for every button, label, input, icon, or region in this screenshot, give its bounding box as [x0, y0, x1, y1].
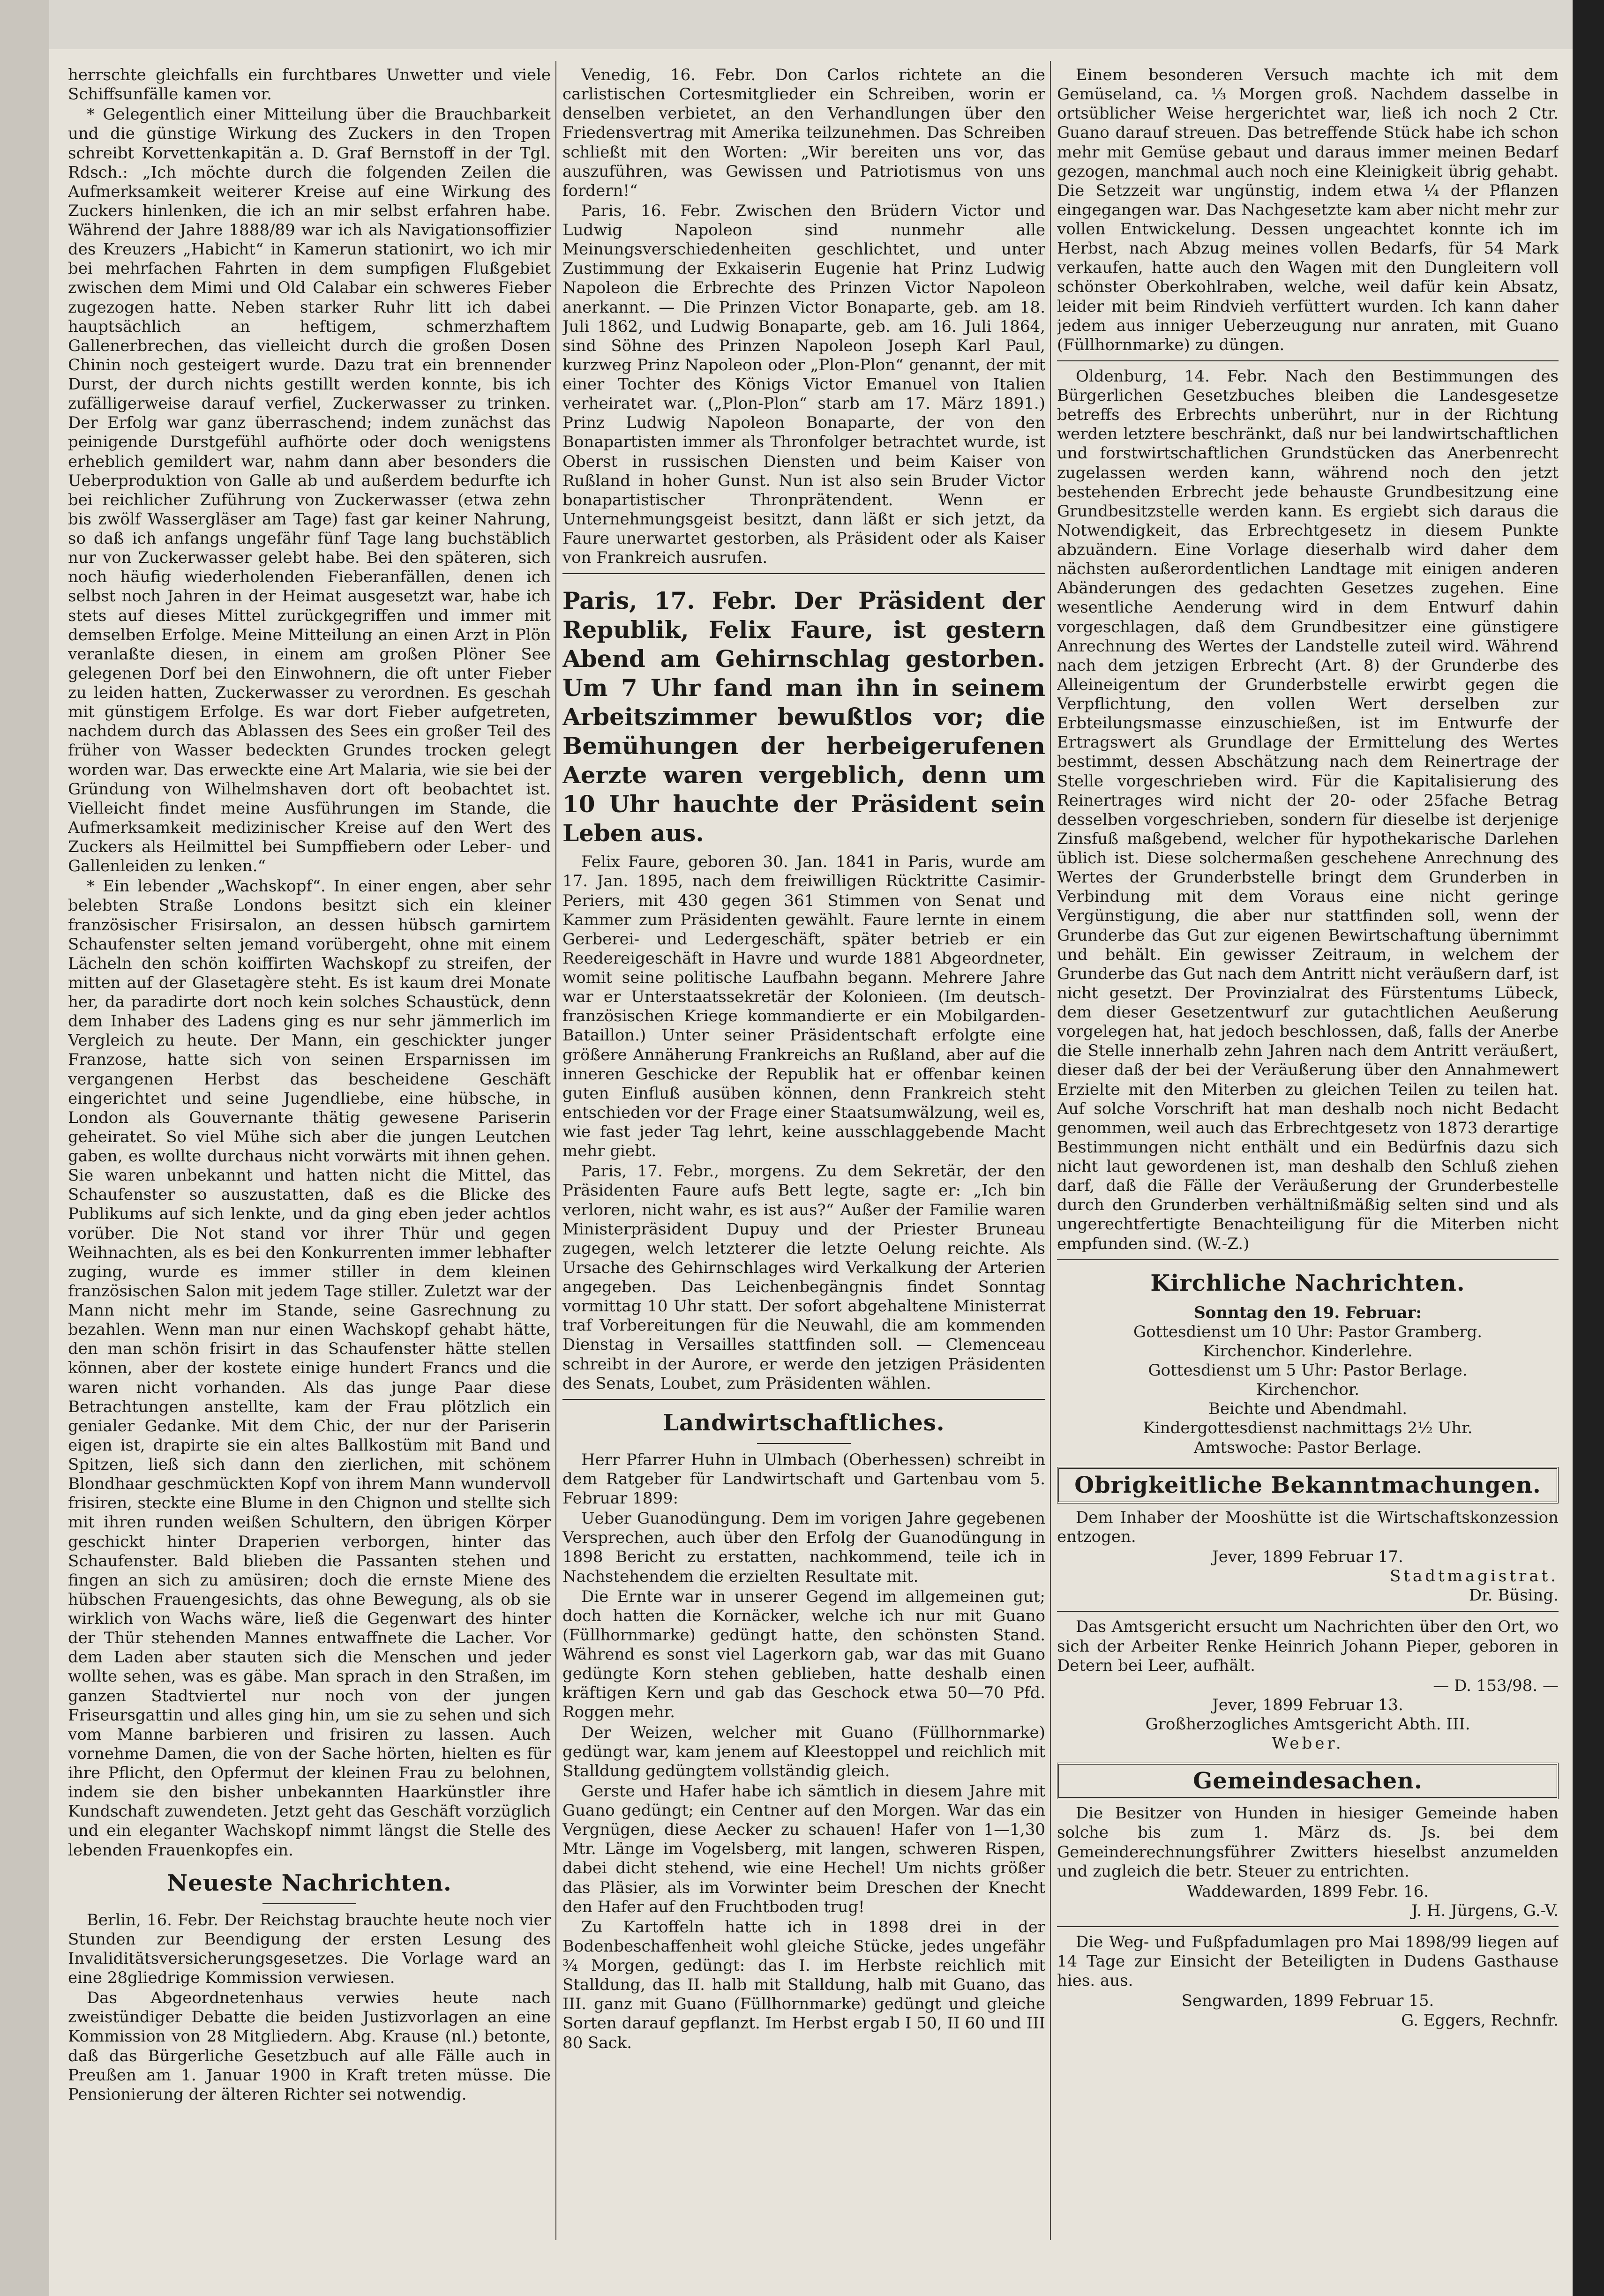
- notice-date: Jever, 1899 Februar 17.: [1212, 1548, 1403, 1567]
- community-date: Waddewarden, 1899 Febr. 16.: [1186, 1882, 1429, 1901]
- community-date: Sengwarden, 1899 Februar 15.: [1181, 1991, 1434, 2011]
- section-title-agriculture: Landwirtschaftliches.: [663, 1409, 945, 1436]
- article-sugar: * Gelegentlich einer Mitteilung über die Brauchbarkeit und die günstige Wirkung des Zuckers in den Tropen schreibt Korvettenkapitän a. D. Graf Bernstoff in der Tgl. Rdsch.: „Ich möchte durch die folgenden Zeilen die Aufmerksamkeit weiterer Kreise auf eine Wirkung des Zuckers hinlenken, die ich an mir selbst erfahren habe. Während der Jahre 1888/89 war ich als Navigationsoffizier des Kreuzers „Habicht“ in Kamerun stationirt, wo ich mir bei mehrfachen Fahrten in dem sumpfigen Flußgebiet zwischen dem Mimi und Old Calabar ein schweres Fieber zugezogen hatte. Neben starker Ruhr litt ich dabei hauptsächlich an heftigem, schmerzhaftem Gallenerbrechen, das vielleicht durch die großen Dosen Chinin noch gesteigert wurde. Dazu trat ein brennender Durst, der durch nichts gestillt werden konnte, bis ich zufälligerweise darauf verfiel, Zuckerwasser zu trinken. Der Erfolg war ganz überraschend; indem zunächst das peinigende Durstgefühl aufhörte oder doch wenigstens erheblich gemildert war, nahm dann aber besonders die Ueberproduktion von Galle ab und außerdem bedurfte ich bei reichlicher Zuführung von Zuckerwasser (etwa zehn bis zwölf Wassergläser am Tage) fast gar keiner Nahrung, so daß ich anfangs ungefähr fünf Tage lang buchstäblich nur von Zuckerwasser gelebt habe. Bei den späteren, sich noch häufig wiederholenden Fieberanfällen, denen ich selbst noch Jahren in der Heimat ausgesetzt war, habe ich stets auf dieses Mittel zurückgegriffen und immer mit demselben Erfolge. Meine Mitteilung an einen Arzt in Plön veranlaßte diesen, in einem am großen Plöner See gelegenen Dorf bei den Einwohnern, die oft unter Fieber zu leiden hatten, Zuckerwasser zu verordnen. Es geschah mit günstigem Erfolge. Es war dort Fieber aufgetreten, nachdem durch das Ablassen des Sees ein großer Teil des früher von Wasser bedeckten Grundes trocken gelegt worden war. Das erweckte eine Art Malaria, wie sie bei der Gründung von Wilhelmshaven dort oft beobachtet ist. Vielleicht findet meine Ausführungen im Stande, die Aufmerksamkeit medizinischer Kreise auf den Wert des Zuckers als Heilmittel bei Sumpffiebern oder Leber- und Gallenleiden zu lenken.“: [68, 105, 551, 876]
- divider: [562, 573, 1045, 574]
- agri-barley-oats: Gerste und Hafer habe ich sämtlich in diesem Jahre mit Guano gedüngt; ein Centner auf den Morgen. War das ein Vergnügen, diese Aecker zu schauen! Hafer von 1—1,30 Mtr. Länge im Vogelsberg, mit langen, schweren Rispen, dabei dicht stehend, wie eine Hechel! Um nichts größer das Pläsier, als im Vorwinter beim Dreschen der Knecht den Hafer auf den Fruchtboden trug!: [562, 1781, 1045, 1916]
- community-signature: G. Eggers, Rechnfr.: [1401, 2011, 1559, 2030]
- news-oldenburg-inheritance: Oldenburg, 14. Febr. Nach den Bestimmungen des Bürgerlichen Gesetzbuches bleiben die Landesgesetze betreffs des Erbrechts unberührt, nur in der Richtung werden letztere beschränkt, daß nur bei landwirtschaftlichen und forstwirtschaftlichen Grundstücken das Anerbenrecht zugelassen werden kann, während noch den jetzt bestehenden Erbrecht jede behauste Grundbesitzung eine Grundbesitzstelle werden kann. Es ergiebt sich daraus die Notwendigkeit, das Erbrechtgesetz in diesem Punkte abzuändern. Eine Vorlage dieserhalb wird daher dem nächsten außerordentlichen Landtage mit einigen anderen Abänderungen des gedachten Gesetzes zugehen. Eine wesentliche Aenderung wird in dem Entwurf dahin vorgeschlagen, daß dem Grundbesitzer eine günstigere Anrechnung des Wertes der Landstelle zuteil wird. Während nach dem jetzigen Erbrecht (Art. 8) der Grunderbe des Alleineigentum der Grunderbstelle erwirbt gegen die Verpflichtung, den vollen Wert derselben zur Erbteilungsmasse einzuschießen, ist im Entwurfe der Ertragswert als Grundlage der Ermittelung des Wertes bestimmt, dessen Abschätzung nach dem Reinertrage der Stelle vorgeschrieben wird. Für die Kapitalisierung des Reinertrages wird nicht der 20- oder 25fache Betrag desselben vorgeschrieben, sondern für dieselbe ist derjenige Zinsfuß maßgebend, welcher für hypothekarische Darlehen üblich ist. Diese solchermaßen geschehene Anrechnung des Wertes der Grunderbstelle bringt dem Grunderben in Verbindung mit dem Voraus eine nicht geringe Vergünstigung, die aber nur stattfinden soll, wenn der Grunderbe das Gut zur eigenen Bewirtschaftung übernimmt und behält. Ein gewisser Zeitraum, in welchem der Grunderbe das Gut nach dem Antritt nicht veräußern darf, ist nicht gesetzt. Der Provinzialrat des Fürstentums Lübeck, dem dieser Gesetzentwurf zur gutachtlichen Aeußerung vorgelegen hat, hat jedoch beschlossen, daß, falls der Anerbe die Stelle innerhalb zehn Jahren nach dem Antritt veräußert, dieser daß der bei der Veräußerung über den Annahmewert Erzielte mit den Miterben zu gleichen Teilen zu teilen hat. Auf solche Vorschrift hat man deshalb noch nicht Bedacht genommen, weil auch das Erbrechtgesetz von 1873 derartige Bestimmungen nicht enthält und ein Bedürfnis dazu sich nicht laut gewordenen ist, man deshalb den Schluß ziehen darf, daß die Fälle der Veräußerung der Grunderbestelle durch den Grunderben verhältnißmäßig selten sind und als ungerechtfertigte Benachteiligung für die Miterben nicht empfunden sind. (W.-Z.): [1057, 366, 1559, 1253]
- church-line: Kirchenchor.: [1256, 1380, 1360, 1399]
- divider: [1057, 1259, 1559, 1260]
- news-paris-napoleon: Paris, 16. Febr. Zwischen den Brüdern Victor und Ludwig Napoleon sind nunmehr alle Meinungsverschiedenheiten geschlichtet, und unter Zustimmung der Exkaiserin Eugenie hat Prinz Ludwig Napoleon die Erbrechte des Prinzen Victor Napoleon anerkannt. — Die Prinzen Victor Bonaparte, geb. am 18. Juli 1862, und Ludwig Bonaparte, geb. am 16. Juli 1864, sind Söhne des Prinzen Napoleon Joseph Karl Paul, kurzweg Prinz Napoleon oder „Plon-Plon“ genannt, der mit einer Tochter des Königs Victor Emanuel von Italien verheiratet war. („Plon-Plon“ starb am 17. März 1891.) Prinz Ludwig Napoleon Bonaparte, der von den Bonapartisten immer als Thronfolger betrachtet wurde, ist Oberst in russischen Diensten und beim Kaiser von Rußland in hoher Gunst. Nun ist also sein Bruder Victor bonapartistischer Thronprätendent. Wenn er Unternehmungsgeist besitzt, dann läßt er sich jetzt, da Faure unerwartet gestorben, als Präsident oder als Kaiser von Frankreich ausrufen.: [562, 201, 1045, 568]
- column-rule-left: [555, 61, 556, 2240]
- news-abgeordnetenhaus: Das Abgeordnetenhaus verwies heute nach zweistündiger Debatte die beiden Justizvorlagen an eine Kommission von 28 Mitgliedern. Abg. Krause (nl.) betonte, daß das Bürgerliche Gesetzbuch auf alle Fälle auch in Preußen am 1. Januar 1900 in Kraft treten müsse. Die Pensionierung der älteren Richter sei notwendig.: [68, 1989, 551, 2104]
- agri-guano-heading: Ueber Guanodüngung. Dem im vorigen Jahre gegebenen Versprechen, auch über den Erfolg der Guanodüngung in 1898 Bericht zu erstatten, nachkommend, teile ich in Nachstehendem die erzielten Resultate mit.: [562, 1509, 1045, 1586]
- notice-signature: Weber.: [1272, 1734, 1344, 1753]
- section-divider: [262, 1903, 356, 1904]
- divider: [1057, 1611, 1559, 1612]
- notice-date: Jever, 1899 Februar 13.: [1212, 1695, 1403, 1714]
- notice-signature: Dr. Büsing.: [1469, 1586, 1559, 1605]
- church-line: Beichte und Abendmahl.: [1208, 1399, 1408, 1419]
- section-title-community-matters: Gemeindesachen.: [1057, 1763, 1559, 1799]
- section-title-official-notices: Obrigkeitliche Bekanntmachungen.: [1057, 1467, 1559, 1503]
- section-title-latest-news: Neueste Nachrichten.: [167, 1870, 452, 1896]
- agri-vegetable-garden: Einem besonderen Versuch machte ich mit dem Gemüseland, ca. ⅓ Morgen groß. Nachdem dasselbe in ortsüblicher Weise hergerichtet war, ließ ich noch 2 Ctr. Guano darauf streuen. Das betreffende Stück habe ich schon mehr mit Gemüse gebaut und daraus immer meinen Bedarf gezogen, manchmal auch noch eine Kleinigkeit übrig gehabt. Die Setzzeit war ungünstig, indem etwa ¼ der Pflanzen eingegangen war. Das Nachgesetzte kam aber nicht mehr zur vollen Entwickelung. Dessen ungeachtet konnte ich im Herbst, nach Abzug meines vollen Bedarfs, für 54 Mark verkaufen, hatte auch den Wagen mit den Dungleitern voll schönster Oberkohlraben, welche, weil dafür kein Absatz, leider mit beim Rindvieh verfüttert wurden. Ich kann daher jedem aus inniger Ueberzeugung nur anraten, mit Guano (Füllhornmarke) zu düngen.: [1057, 66, 1559, 354]
- book-spine-margin: [0, 0, 49, 2296]
- church-line: Kindergottesdienst nachmittags 2½ Uhr.: [1143, 1419, 1473, 1438]
- church-line: Kirchenchor. Kinderlehre.: [1203, 1341, 1413, 1361]
- column-right: [1057, 66, 1559, 2264]
- page-edge-shadow: [1573, 0, 1604, 2296]
- article-storm-end: herrschte gleichfalls ein furchtbares Unwetter und viele Schiffsunfälle kamen vor.: [68, 66, 551, 104]
- section-divider: [757, 1443, 851, 1444]
- news-paris-morning: Paris, 17. Febr., morgens. Zu dem Sekretär, der den Präsidenten Faure aufs Bett legte, sagte er: „Ich bin verloren, nicht wahr, es ist aus?“ Außer der Familie waren Ministerpräsident Dupuy und der Priester Bruneau zugegen, welch letzterer die letzte Oelung reichte. Als Ursache des Gehirnschlages wird Verkalkung der Arterien angegeben. Das Leichenbegängnis findet Sonntag vormittag 10 Uhr statt. Der sofort abgehaltene Ministerrat traf Vorbereitungen für die Neuwahl, die am kommenden Dienstag in Versailles stattfinden soll. — Clemenceau schreibt in der Aurore, er werde den jetzigen Präsidenten des Senats, Loubet, zum Präsidenten wählen.: [562, 1162, 1045, 1393]
- church-line: Gottesdienst um 5 Uhr: Pastor Berlage.: [1148, 1361, 1468, 1380]
- church-line: Gottesdienst um 10 Uhr: Pastor Gramberg.: [1133, 1322, 1483, 1341]
- headline-faure-death: Paris, 17. Febr. Der Präsident der Republik, Felix Faure, ist gestern Abend am Gehirnschlag gestorben. Um 7 Uhr fand man ihn in seinem Arbeitszimmer bewußtlos vor; die Bemühungen der herbeigerufenen Aerzte waren vergeblich, denn um 10 Uhr hauchte der Präsident sein Leben aus.: [562, 587, 1045, 847]
- notice-signature: Großherzogliches Amtsgericht Abth. III.: [1145, 1715, 1470, 1734]
- news-berlin: Berlin, 16. Febr. Der Reichstag brauchte heute noch vier Stunden zur Beendigung der ersten Lesung des Invaliditätsversicherungsgesetzes. Die Vorlage ward an eine 28gliedrige Kommission verwiesen.: [68, 1910, 551, 1988]
- divider: [562, 1399, 1045, 1400]
- notice-reference: — D. 153/98. —: [1433, 1676, 1559, 1695]
- agri-wheat: Der Weizen, welcher mit Guano (Füllhornmarke) gedüngt war, kam jenem auf Kleestoppel und reichlich mit Stalldung gedüngtem vollständig gleich.: [562, 1723, 1045, 1780]
- article-wax-head: * Ein lebender „Wachskopf“. In einer engen, aber sehr belebten Straße Londons besitzt sich ein kleiner französischer Frisirsalon, an dessen hübsch garnirtem Schaufenster selten jemand vorübergeht, ohne mit einem Lächeln den schön koiffirten Wachskopf zu streifen, der mitten auf der Glasetagère steht. Es ist kaum drei Monate her, da paradirte dort noch kein solches Schaustück, denn dem Inhaber des Ladens ging es nur sehr jämmerlich im Vergleich zu heute. Der Mann, ein geschickter junger Franzose, hatte sich von seinen Ersparnissen im vergangenen Herbst das bescheidene Geschäft eingerichtet und seine Jugendliebe, eine hübsche, in London als Gouvernante thätig gewesene Pariserin geheiratet. So viel Mühe sich aber die jungen Leutchen gaben, es wollte durchaus nicht vorwärts mit ihnen gehen. Sie waren unbekannt und hatten nicht die Mittel, das Schaufenster so auszustatten, daß es die Blicke des Publikums auf sich lenkte, und da ging eben jeder achtlos vorüber. Die Not stand vor ihrer Thür und gegen Weihnachten, als es bei den Konkurrenten immer lebhafter zuging, wurde es immer stiller in dem kleinen französischen Salon mit jedem Tage stiller. Zuletzt war der Mann nicht mehr im Stande, seine Gasrechnung zu bezahlen. Wenn man nur einen Wachskopf gehabt hätte, den man schön frisirt in das Schaufenster hätte stellen können, aber der kostete einige hundert Francs und die waren nicht vorhanden. Als das junge Paar diese Betrachtungen anstellte, kam der Frau plötzlich ein genialer Gedanke. Mit dem Chic, der nur der Pariserin eigen ist, drapirte sie ein altes Ballkostüm mit Band und Spitzen, ließ sich dann den zierlichen, mit schönem Blondhaar geschmückten Kopf von ihrem Mann wundervoll frisiren, steckte eine Blume in den Chignon und stellte sich mit ihren runden weißen Schultern, den übrigen Körper geschickt hinter Draperien verborgen, hinter das Schaufenster. Bald blieben die Passanten stehen und fingen an sich zu amüsiren; doch die ernste Miene des hübschen Frauengesichts, das ohne Bewegung, als ob sie wirklich von Wachs wäre, ließ die Gegenwart des hinter der Thür stehenden Mannes entwaffnete die Lacher. Vor dem Laden aber stauten sich die Menschen und jeder wollte sehen, was es gäbe. Man sprach in den Straßen, im ganzen Stadtviertel nur noch von der jungen Friseursgattin und alles ging hin, um sie zu sehen und sich vom Manne barbieren und frisiren zu lassen. Auch vornehme Damen, die von der Sache hörten, hielten es für ihre Pflicht, den Opfermut der kleinen Frau zu belohnen, indem sie den bisher unbekannten Haarkünstler ihre Kundschaft zuwendeten. Jetzt geht das Geschäft vorzüglich und ein eleganter Wachskopf nimmt längst die Stelle des lebenden Frauenkopfes ein.: [68, 877, 551, 1860]
- agri-intro: Herr Pfarrer Huhn in Ulmbach (Oberhessen) schreibt in dem Ratgeber für Landwirtschaft und Gartenbau vom 5. Februar 1899:: [562, 1450, 1045, 1508]
- notice-pieper: Das Amtsgericht ersucht um Nachrichten über den Ort, wo sich der Arbeiter Renke Heinrich Johann Pieper, geboren in Detern bei Leer, aufhält.: [1057, 1617, 1559, 1675]
- church-line: Sonntag den 19. Februar:: [1194, 1303, 1422, 1322]
- agri-potatoes: Zu Kartoffeln hatte ich in 1898 drei in der Bodenbeschaffenheit wohl gleiche Stücke, jedes ungefähr ¾ Morgen, gedüngt: das I. im Herbste reichlich mit Stalldung, das II. halb mit Stalldung, halb mit Guano, das III. ganz mit Guano (Füllhornmarke) gedüngt und gleiche Sorten darauf gepflanzt. Im Herbst ergab I 50, II 60 und III 80 Sack.: [562, 1917, 1045, 2052]
- section-title-church-news: Kirchliche Nachrichten.: [1150, 1270, 1465, 1296]
- community-path-levy: Die Weg- und Fußpfadumlagen pro Mai 1898/99 liegen auf 14 Tage zur Einsicht der Beteiligten in Dudens Gasthause hies. aus.: [1057, 1933, 1559, 1990]
- church-line: Amtswoche: Pastor Berlage.: [1193, 1438, 1422, 1457]
- notice-mooshuette: Dem Inhaber der Mooshütte ist die Wirtschaftskonzession entzogen.: [1057, 1508, 1559, 1546]
- community-signature: J. H. Jürgens, G.-V.: [1411, 1901, 1559, 1920]
- column-left: [68, 66, 551, 2264]
- community-dog-tax: Die Besitzer von Hunden in hiesiger Gemeinde haben solche bis zum 1. März ds. Js. bei dem Gemeinderechnungsführer Zwitters hieselbst anzumelden und zugleich die betr. Steuer zu entrichten.: [1057, 1804, 1559, 1881]
- column-rule-right: [1050, 61, 1051, 2240]
- article-faure-bio: Felix Faure, geboren 30. Jan. 1841 in Paris, wurde am 17. Jan. 1895, nach dem freiwilligen Rücktritte Casimir-Periers, mit 430 gegen 361 Stimmen von Senat und Kammer zum Präsidenten gewählt. Faure lernte in einem Gerberei- und Ledergeschäft, später betrieb er ein Reedereigeschäft in Havre und wurde 1881 Abgeordneter, womit seine politische Laufbahn begann. Mehrere Jahre war er Unterstaatssekretär der Kolonieen. (Im deutsch-französischen Kriege kommandierte er ein Mobilgarden-Bataillon.) Unter seiner Präsidentschaft erfolgte eine größere Annäherung Frankreichs an Rußland, aber auf die inneren Geschicke der Republik hat er offenbar keinen guten Einfluß ausüben können, denn Frankreich steht entschieden vor der Frage einer Staatsumwälzung, weil es, wie fast jeder Tag lehrt, keine ausschlaggebende Macht mehr giebt.: [562, 853, 1045, 1161]
- column-middle: [562, 66, 1045, 2264]
- news-venedig: Venedig, 16. Febr. Don Carlos richtete an die carlistischen Cortesmitglieder ein Schreiben, worin er denselben verbietet, an den Verhandlungen über den Friedensvertrag mit Amerika teilzunehmen. Das Schreiben schließt mit den Worten: „Wir bereiten uns vor, das auszuführen, was Gewissen und Patriotismus von uns fordern!“: [562, 66, 1045, 200]
- notice-signature: Stadtmagistrat.: [1390, 1567, 1559, 1586]
- agri-harvest: Die Ernte war in unserer Gegend im allgemeinen gut; doch hatten die Kornäcker, welche ich nur mit Guano (Füllhornmarke) gedüngt hatte, den schönsten Stand. Während es sonst viel Lagerkorn gab, war das mit Guano gedüngte Korn stehen geblieben, hatte deshalb einen kräftigen Kern und gab das Geschock etwa 50—70 Pfd. Roggen mehr.: [562, 1587, 1045, 1722]
- divider: [1057, 1926, 1559, 1927]
- divider: [1057, 360, 1559, 361]
- church-schedule: [1057, 1303, 1559, 1458]
